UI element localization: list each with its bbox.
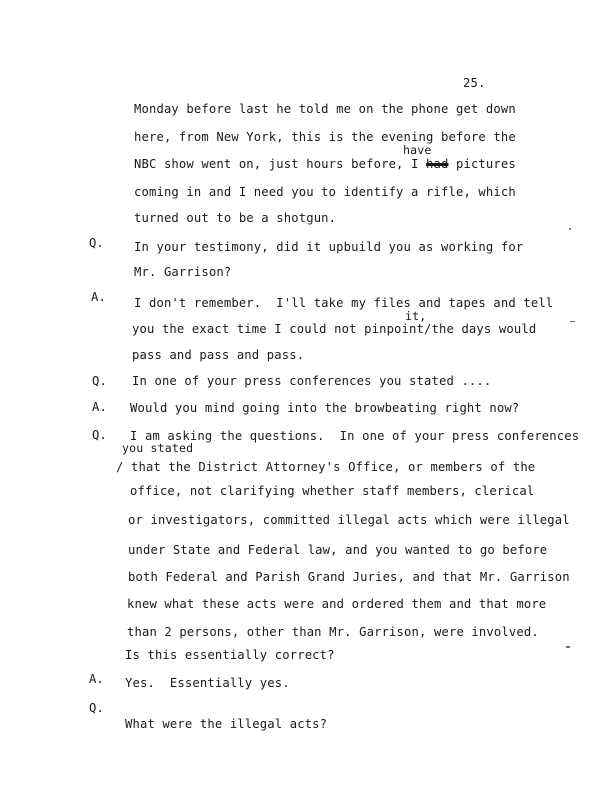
question-3-line-8: than 2 persons, other than Mr. Garrison, were involved. [127,625,539,639]
answer-3-line-1: Yes. Essentially yes. [125,676,290,690]
page-number: 25. [463,76,486,90]
question-1-line-1: In your testimony, did it upbuild you as working for [134,240,524,254]
handwritten-insertion-have: have [403,143,432,157]
scan-speck [570,321,575,322]
question-3-line-9: Is this essentially correct? [125,648,335,662]
answer-label: A. [91,290,106,304]
question-label: Q. [89,236,104,250]
scan-speck [566,646,570,648]
answer-continuation-line-3: NBC show went on, just hours before, I had pictures [134,157,516,171]
question-3-line-4: or investigators, committed illegal acts which were illegal [128,513,570,527]
question-2-line-1: In one of your press conferences you stated .... [132,374,492,388]
answer-1-line-3: pass and pass and pass. [132,348,305,362]
answer-continuation-line-2: here, from New York, this is the evening before the [134,130,516,144]
handwritten-insertion-it: it, [405,309,427,323]
answer-continuation-line-1: Monday before last he told me on the phone get down [134,102,516,116]
answer-continuation-line-4: coming in and I need you to identify a rifle, which [134,185,516,199]
question-3-line-1: I am asking the questions. In one of your press conferences [130,429,580,443]
question-3-line-5: under State and Federal law, and you wanted to go before [128,543,548,557]
scan-speck [569,228,571,230]
answer-label: A. [92,400,107,414]
answer-label: A. [89,672,104,686]
question-label: Q. [92,428,107,442]
question-1-line-2: Mr. Garrison? [134,265,232,279]
answer-1-line-2: you the exact time I could not pinpoint/the days would [132,322,537,336]
question-3-line-2: / that the District Attorney's Office, or members of the [116,460,536,474]
handwritten-insertion-you-stated: you stated [122,441,194,455]
question-3-line-3: office, not clarifying whether staff members, clerical [130,484,535,498]
struck-word: had [426,157,449,171]
question-3-line-6: both Federal and Parish Grand Juries, and that Mr. Garrison [128,570,570,584]
answer-1-line-1: I don't remember. I'll take my files and tapes and tell [134,296,554,310]
question-4-line-1: What were the illegal acts? [125,717,328,731]
question-3-line-7: knew what these acts were and ordered them and that more [127,597,547,611]
question-label: Q. [89,701,104,715]
answer-2-line-1: Would you mind going into the browbeating right now? [130,401,520,415]
answer-continuation-line-5: turned out to be a shotgun. [134,211,337,225]
question-label: Q. [92,374,107,388]
